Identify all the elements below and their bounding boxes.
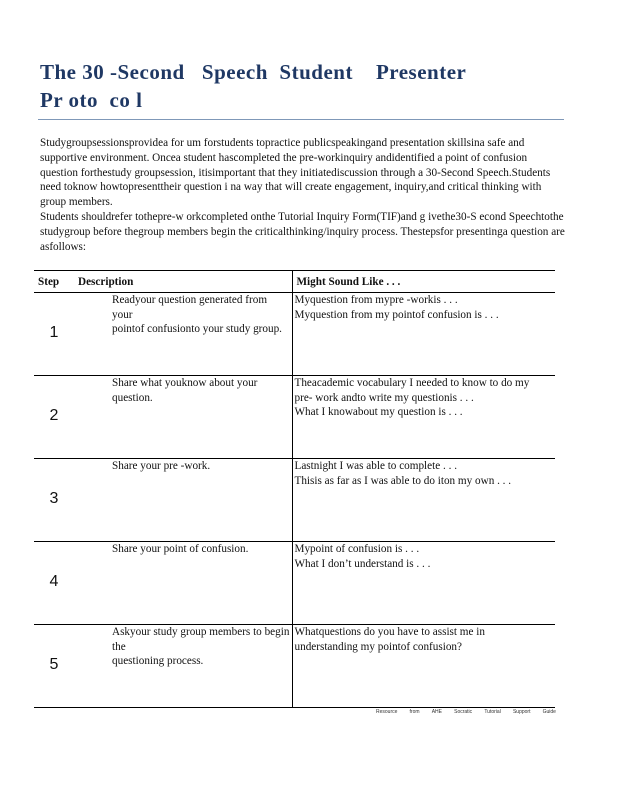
footer-word: Socratic xyxy=(454,709,473,715)
might-sound-like-line: Myquestion from my pointof confusion is . . . xyxy=(294,308,499,321)
description-line: pointof confusionto your study group. xyxy=(112,323,282,336)
footer-word: Resource xyxy=(376,709,398,715)
footer-word: from xyxy=(409,709,420,715)
might-sound-like-line: What I knowabout my question is . . . xyxy=(294,406,463,419)
footer-word: Support xyxy=(512,709,531,715)
header-step: Step xyxy=(34,271,74,293)
step-number: 1 xyxy=(34,292,74,375)
intro-paragraph-2: Students shouldrefer tothepre-w orkcompleted onthe Tutorial Inquiry Form(TIF)and g ivethe30-S econd Speechtothe studygroup before thegroup members begin the criticalthinking/inquiry process. Thestepsfor presentinga question are asfollows: xyxy=(40,210,565,253)
step-number: 2 xyxy=(34,375,74,458)
table-row xyxy=(34,375,555,458)
title-line-2: Pr oto co l xyxy=(40,88,143,112)
description-line: Share what youknow about your question. xyxy=(112,376,258,404)
table-row xyxy=(34,458,555,541)
description-line: questioning process. xyxy=(112,655,204,668)
table-row xyxy=(34,541,555,624)
might-sound-like-line: Thisis as far as I was able to do iton my own . . . xyxy=(294,474,512,487)
description-line: Share your point of confusion. xyxy=(112,542,249,555)
intro-paragraph-1: Studygroupsessionsprovidea for um forstudents topractice publicspeakingand presentation skillsina safe and supportive environment. Oncea student hascompleted the pre-workinquiry andidentified a point of confusion question forthestudy groupsession, itisimportant that they initiatediscussion through a 30-Second Speech.Students need toknow howtopresenttheir question i na way that will create engagement, inquiry,and critical thinking with group members. xyxy=(40,137,551,209)
might-sound-like-line: Myquestion from mypre -workis . . . xyxy=(294,293,458,306)
header-might-sound-like: Might Sound Like . . . xyxy=(292,271,555,293)
step-number: 3 xyxy=(34,458,74,541)
header-description: Description xyxy=(74,271,292,293)
might-sound-like-line: What I don’t understand is . . . xyxy=(294,557,431,570)
description-line: Share your pre -work. xyxy=(112,459,211,472)
footer-word: Guide xyxy=(542,709,556,715)
might-sound-like xyxy=(292,375,555,458)
might-sound-like xyxy=(292,292,555,375)
step-number: 4 xyxy=(34,541,74,624)
step-description xyxy=(74,292,292,375)
footer-credit xyxy=(376,709,556,715)
table-row xyxy=(34,292,555,375)
steps-table xyxy=(34,270,555,708)
description-line: Readyour question generated from your xyxy=(112,293,268,321)
table-header-row xyxy=(34,271,555,293)
table-row xyxy=(34,624,555,707)
step-description xyxy=(74,624,292,707)
step-number: 5 xyxy=(34,624,74,707)
might-sound-like-line: Lastnight I was able to complete . . . xyxy=(294,459,457,472)
might-sound-like-line: Mypoint of confusion is . . . xyxy=(294,542,420,555)
title-line-1: The 30 -Second Speech Student Presenter xyxy=(40,60,467,84)
footer-word: Tutorial xyxy=(484,709,501,715)
step-description xyxy=(74,458,292,541)
might-sound-like-line: Whatquestions do you have to assist me in xyxy=(294,625,485,638)
step-description xyxy=(74,541,292,624)
intro-text xyxy=(40,136,566,254)
might-sound-like xyxy=(292,458,555,541)
might-sound-like-line: Theacademic vocabulary I needed to know to do my xyxy=(294,376,530,389)
footer-word: AHE xyxy=(431,709,442,715)
might-sound-like-line: pre- work andto write my questionis . . . xyxy=(294,391,474,404)
document-title xyxy=(40,58,580,114)
step-description xyxy=(74,375,292,458)
might-sound-like xyxy=(292,541,555,624)
description-line: Askyour study group members to begin the xyxy=(112,625,290,653)
might-sound-like-line: understanding my pointof confusion? xyxy=(294,640,462,653)
might-sound-like xyxy=(292,624,555,707)
title-divider xyxy=(38,119,564,120)
